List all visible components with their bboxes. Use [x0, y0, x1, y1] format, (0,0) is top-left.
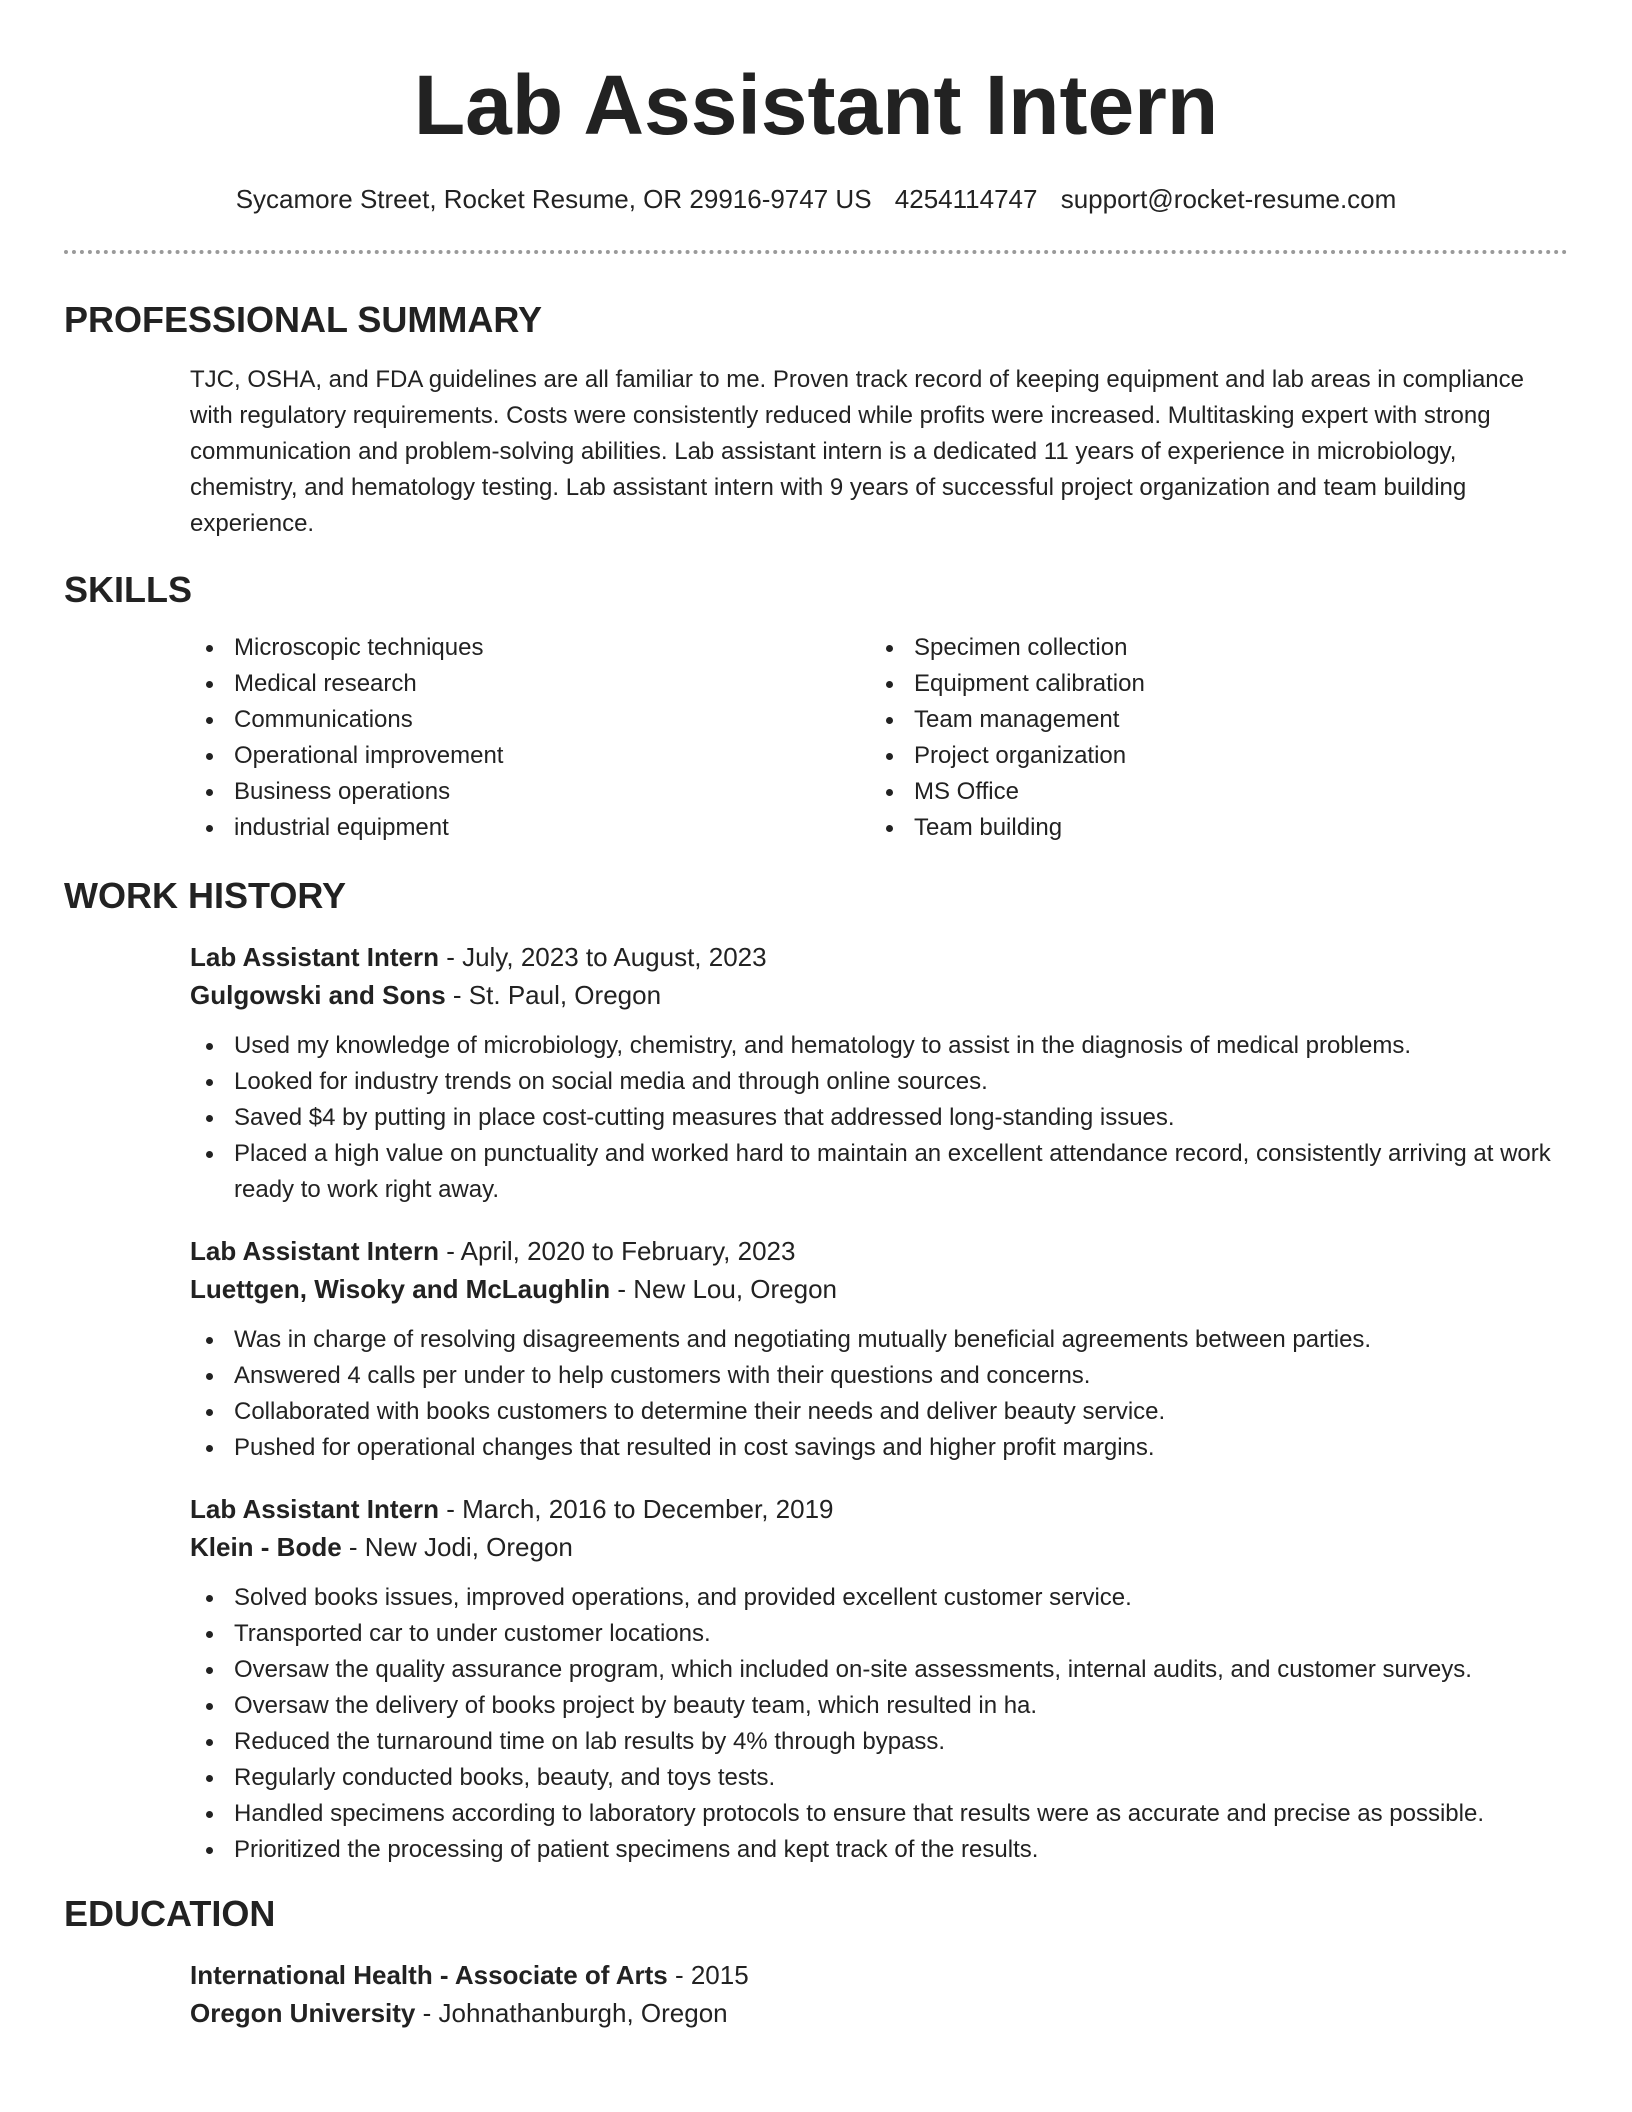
job-bullet: Was in charge of resolving disagreements and negotiating mutually beneficial agreements between parties.: [190, 1322, 1560, 1358]
job-bullet: Placed a high value on punctuality and worked hard to maintain an excellent attendance record, consistently arriving at work ready to work right away.: [190, 1136, 1560, 1208]
skills-column-right: [870, 630, 1550, 846]
skill-item: Communications: [190, 702, 870, 738]
job-location: - New Lou, Oregon: [610, 1274, 838, 1304]
job-company-line: [190, 976, 1560, 1014]
contact-phone: 4254114747: [894, 184, 1038, 214]
job-bullet: Regularly conducted books, beauty, and toys tests.: [190, 1760, 1560, 1796]
skill-item: Operational improvement: [190, 738, 870, 774]
job-bullet: Prioritized the processing of patient specimens and kept track of the results.: [190, 1832, 1560, 1868]
job-bullet: Looked for industry trends on social media and through online sources.: [190, 1064, 1560, 1100]
header-divider: [64, 250, 1568, 254]
job-bullet: Transported car to under customer locations.: [190, 1616, 1560, 1652]
job-dates: - March, 2016 to December, 2019: [438, 1494, 834, 1524]
job-role: Lab Assistant Intern: [190, 1236, 439, 1266]
skill-item: industrial equipment: [190, 810, 870, 846]
job-company-line: [190, 1270, 1560, 1308]
education-degree-line: [190, 1956, 1560, 1994]
job-bullet: Pushed for operational changes that resulted in cost savings and higher profit margins.: [190, 1430, 1560, 1466]
skill-item: Team management: [870, 702, 1550, 738]
section-title-education: EDUCATION: [64, 1893, 276, 1934]
job-bullets: [190, 1322, 1560, 1466]
job-company: Gulgowski and Sons: [190, 980, 446, 1010]
education-degree: International Health - Associate of Arts: [190, 1960, 668, 1990]
resume-page: [64, 0, 1568, 2032]
job-entry: [190, 938, 1560, 1208]
skills-list: [190, 630, 1560, 846]
skill-item: Equipment calibration: [870, 666, 1550, 702]
education-year: - 2015: [667, 1960, 749, 1990]
skill-item: MS Office: [870, 774, 1550, 810]
job-bullet: Reduced the turnaround time on lab results by 4% through bypass.: [190, 1724, 1560, 1760]
job-bullet: Collaborated with books customers to determine their needs and deliver beauty service.: [190, 1394, 1560, 1430]
job-company: Klein - Bode: [190, 1532, 342, 1562]
job-bullet: Oversaw the quality assurance program, which included on-site assessments, internal audits, and customer surveys.: [190, 1652, 1560, 1688]
education-location: - Johnathanburgh, Oregon: [415, 1998, 728, 2028]
job-bullet: Used my knowledge of microbiology, chemistry, and hematology to assist in the diagnosis of medical problems.: [190, 1028, 1560, 1064]
education-school: Oregon University: [190, 1998, 416, 2028]
job-bullet: Solved books issues, improved operations, and provided excellent customer service.: [190, 1580, 1560, 1616]
resume-name: Lab Assistant Intern: [413, 58, 1219, 152]
job-dates: - April, 2020 to February, 2023: [438, 1236, 796, 1266]
job-entry: [190, 1232, 1560, 1466]
job-location: - New Jodi, Oregon: [341, 1532, 573, 1562]
job-title-line: [190, 1232, 1560, 1270]
job-dates: - July, 2023 to August, 2023: [438, 942, 767, 972]
skill-item: Business operations: [190, 774, 870, 810]
education-entry: [190, 1956, 1560, 2032]
job-bullet: Handled specimens according to laboratory protocols to ensure that results were as accurate and precise as possible.: [190, 1796, 1560, 1832]
job-title-line: [190, 938, 1560, 976]
job-company-line: [190, 1528, 1560, 1566]
job-role: Lab Assistant Intern: [190, 1494, 439, 1524]
job-role: Lab Assistant Intern: [190, 942, 439, 972]
job-bullet: Oversaw the delivery of books project by beauty team, which resulted in ha.: [190, 1688, 1560, 1724]
job-bullet: Saved $4 by putting in place cost-cutting measures that addressed long-standing issues.: [190, 1100, 1560, 1136]
job-title-line: [190, 1490, 1560, 1528]
contact-info: [64, 182, 1568, 216]
contact-address: Sycamore Street, Rocket Resume, OR 29916-9747 US: [235, 184, 872, 214]
skill-item: Team building: [870, 810, 1550, 846]
section-title-work-history: WORK HISTORY: [64, 875, 347, 916]
job-location: - St. Paul, Oregon: [445, 980, 662, 1010]
contact-email: support@rocket-resume.com: [1060, 184, 1397, 214]
section-title-skills: SKILLS: [64, 569, 193, 610]
section-title-summary: PROFESSIONAL SUMMARY: [64, 299, 543, 340]
job-bullets: [190, 1028, 1560, 1208]
job-bullet: Answered 4 calls per under to help customers with their questions and concerns.: [190, 1358, 1560, 1394]
skill-item: Medical research: [190, 666, 870, 702]
education-school-line: [190, 1994, 1560, 2032]
job-company: Luettgen, Wisoky and McLaughlin: [190, 1274, 611, 1304]
job-entry: [190, 1490, 1560, 1868]
skills-column-left: [190, 630, 870, 846]
summary-text: TJC, OSHA, and FDA guidelines are all familiar to me. Proven track record of keeping equipment and lab areas in compliance with regulatory requirements. Costs were consistently reduced while profits were increased. Multitasking expert with strong communication and problem-solving abilities. Lab assistant intern is a dedicated 11 years of experience in microbiology, chemistry, and hematology testing. Lab assistant intern with 9 years of successful project organization and team building experience.: [190, 366, 1524, 537]
skill-item: Microscopic techniques: [190, 630, 870, 666]
skill-item: Project organization: [870, 738, 1550, 774]
job-bullets: [190, 1580, 1560, 1868]
skill-item: Specimen collection: [870, 630, 1550, 666]
work-history-list: [190, 938, 1560, 1868]
